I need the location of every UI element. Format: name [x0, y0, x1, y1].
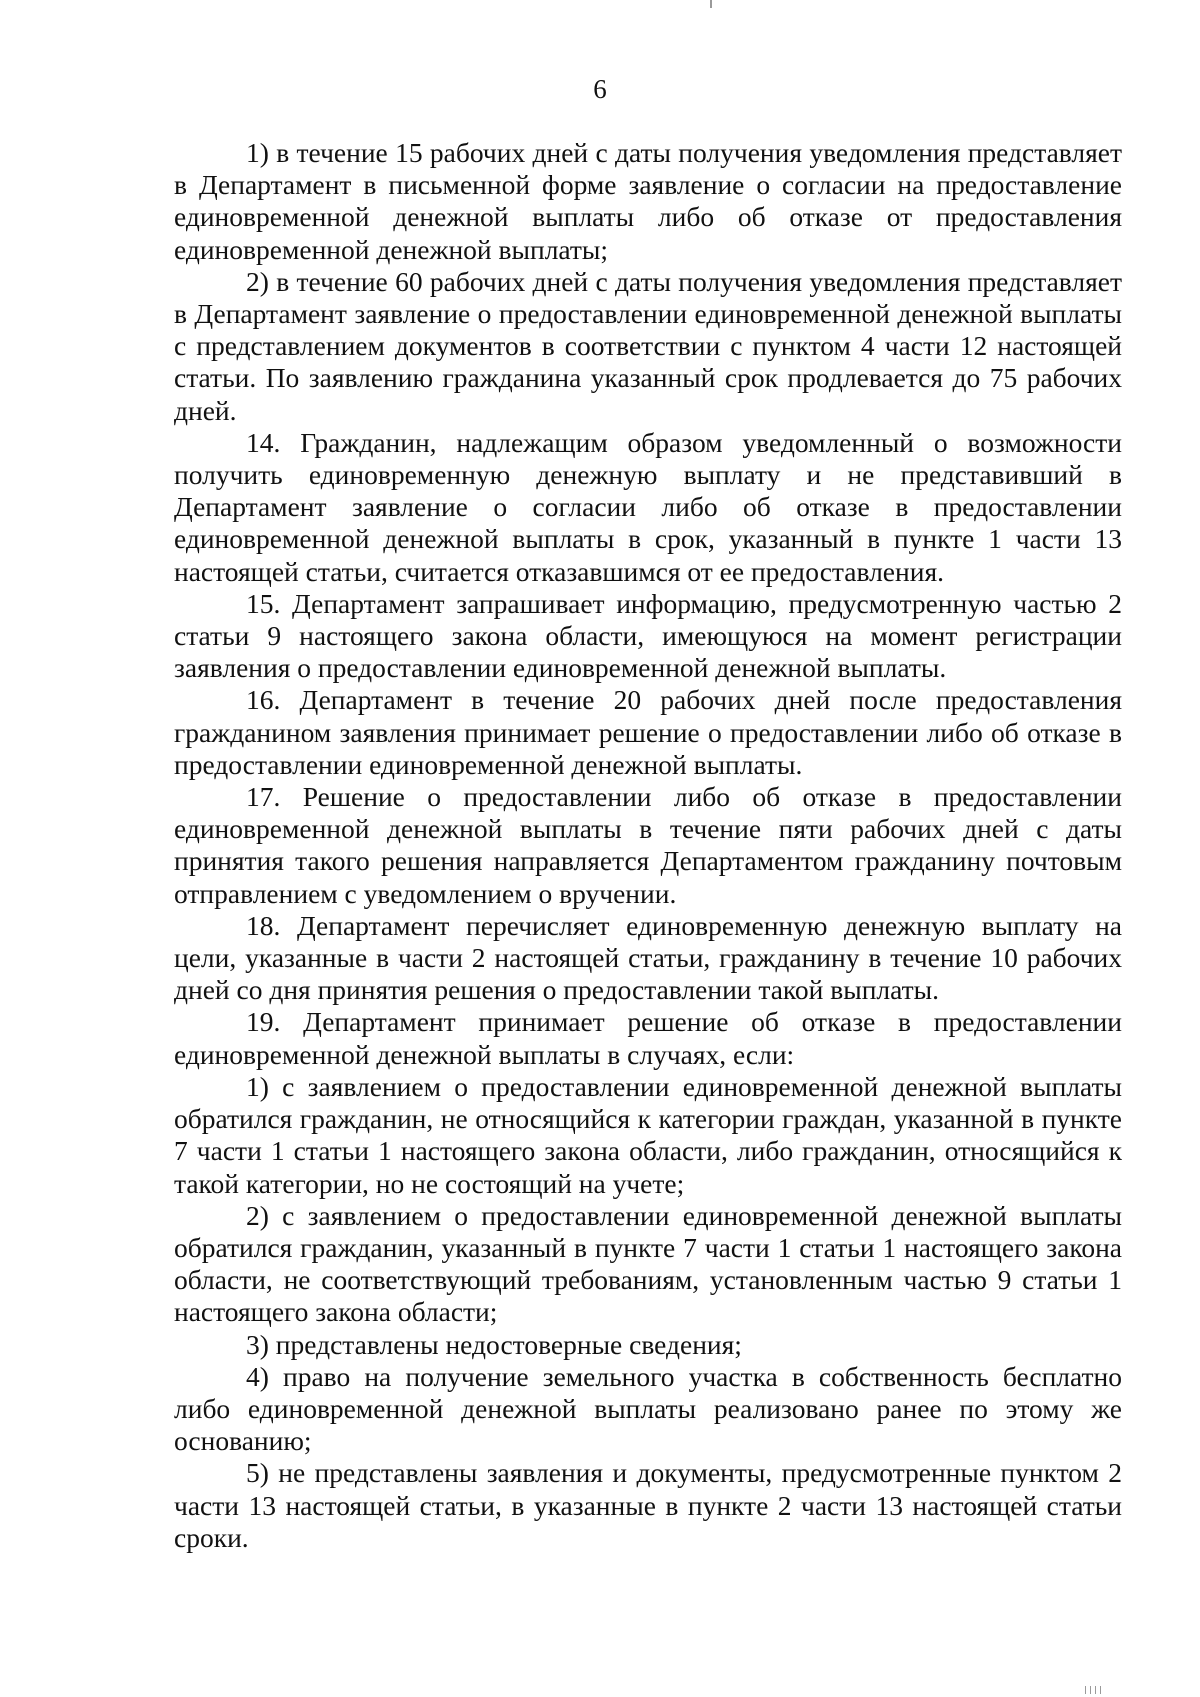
page-number: 6 [593, 74, 607, 104]
paragraph-19-4: 4) право на получение земельного участка в собственность бесплатно либо единовременной денежной выплаты реализовано ранее по этому же основанию; [174, 1360, 1122, 1457]
paragraph-16: 16. Департамент в течение 20 рабочих дней после предоставления гражданином заявления принимает решение о предоставлении либо об отказе в предоставлении единовременной денежной выплаты. [174, 684, 1122, 780]
paragraph-19-3: 3) представлены недостоверные сведения; [246, 1328, 742, 1360]
paragraph-15: 15. Департамент запрашивает информацию, предусмотренную частью 2 статьи 9 настоящего закона области, имеющуюся на момент регистрации заявления о предоставлении единовременной денежной выплаты. [174, 587, 1122, 684]
paragraph-19-1: 1) с заявлением о предоставлении единовременной денежной выплаты обратился гражданин, не относящийся к категории граждан, указанной в пункте 7 части 1 статьи 1 настоящего закона области, либо гражданин, относящийся к такой категории, но не состоящий на учете; [174, 1070, 1122, 1199]
scan-mark [710, 0, 712, 8]
paragraph-19-5: 5) не представлены заявления и документы, предусмотренные пунктом 2 части 13 настоящей статьи, в указанные в пункте 2 части 13 настоящей статьи сроки. [174, 1457, 1122, 1553]
paragraph-19: 19. Департамент принимает решение об отказе в предоставлении единовременной денежной выплаты в случаях, если: [174, 1006, 1122, 1070]
paragraph-13-1: 1) в течение 15 рабочих дней с даты получения уведомления представляет в Департамент в письменной форме заявление о согласии на предоставление единовременной денежной выплаты либо об отказе от предоставления единовременной денежной выплаты; [174, 137, 1122, 265]
scan-corner-marks [1085, 1686, 1115, 1694]
paragraph-17: 17. Решение о предоставлении либо об отказе в предоставлении единовременной денежной выплаты в течение пяти рабочих дней с даты принятия такого решения направляется Департаментом гражданину почтовым отправлением с уведомлением о вручении. [174, 781, 1122, 909]
document-body [174, 137, 1122, 1554]
paragraph-19-2: 2) с заявлением о предоставлении единовременной денежной выплаты обратился гражданин, указанный в пункте 7 части 1 статьи 1 настоящего закона области, не соответствующий требованиям, установленным частью 9 статьи 1 настоящего закона области; [174, 1199, 1122, 1328]
paragraph-18: 18. Департамент перечисляет единовременную денежную выплату на цели, указанные в части 2 настоящей статьи, гражданину в течение 10 рабочих дней со дня принятия решения о предоставлении такой выплаты. [174, 909, 1122, 1006]
paragraph-14: 14. Гражданин, надлежащим образом уведомленный о возможности получить единовременную денежную выплату и не представивший в Департамент заявление о согласии либо об отказе в предоставлении единовременной денежной выплаты в срок, указанный в пункте 1 части 13 настоящей статьи, считается отказавшимся от ее предоставления. [174, 426, 1122, 587]
paragraph-13-2: 2) в течение 60 рабочих дней с даты получения уведомления представляет в Департамент заявление о предоставлении единовременной денежной выплаты с представлением документов в соответствии с пунктом 4 части 12 настоящей статьи. По заявлению гражданина указанный срок продлевается до 75 рабочих дней. [174, 265, 1122, 426]
